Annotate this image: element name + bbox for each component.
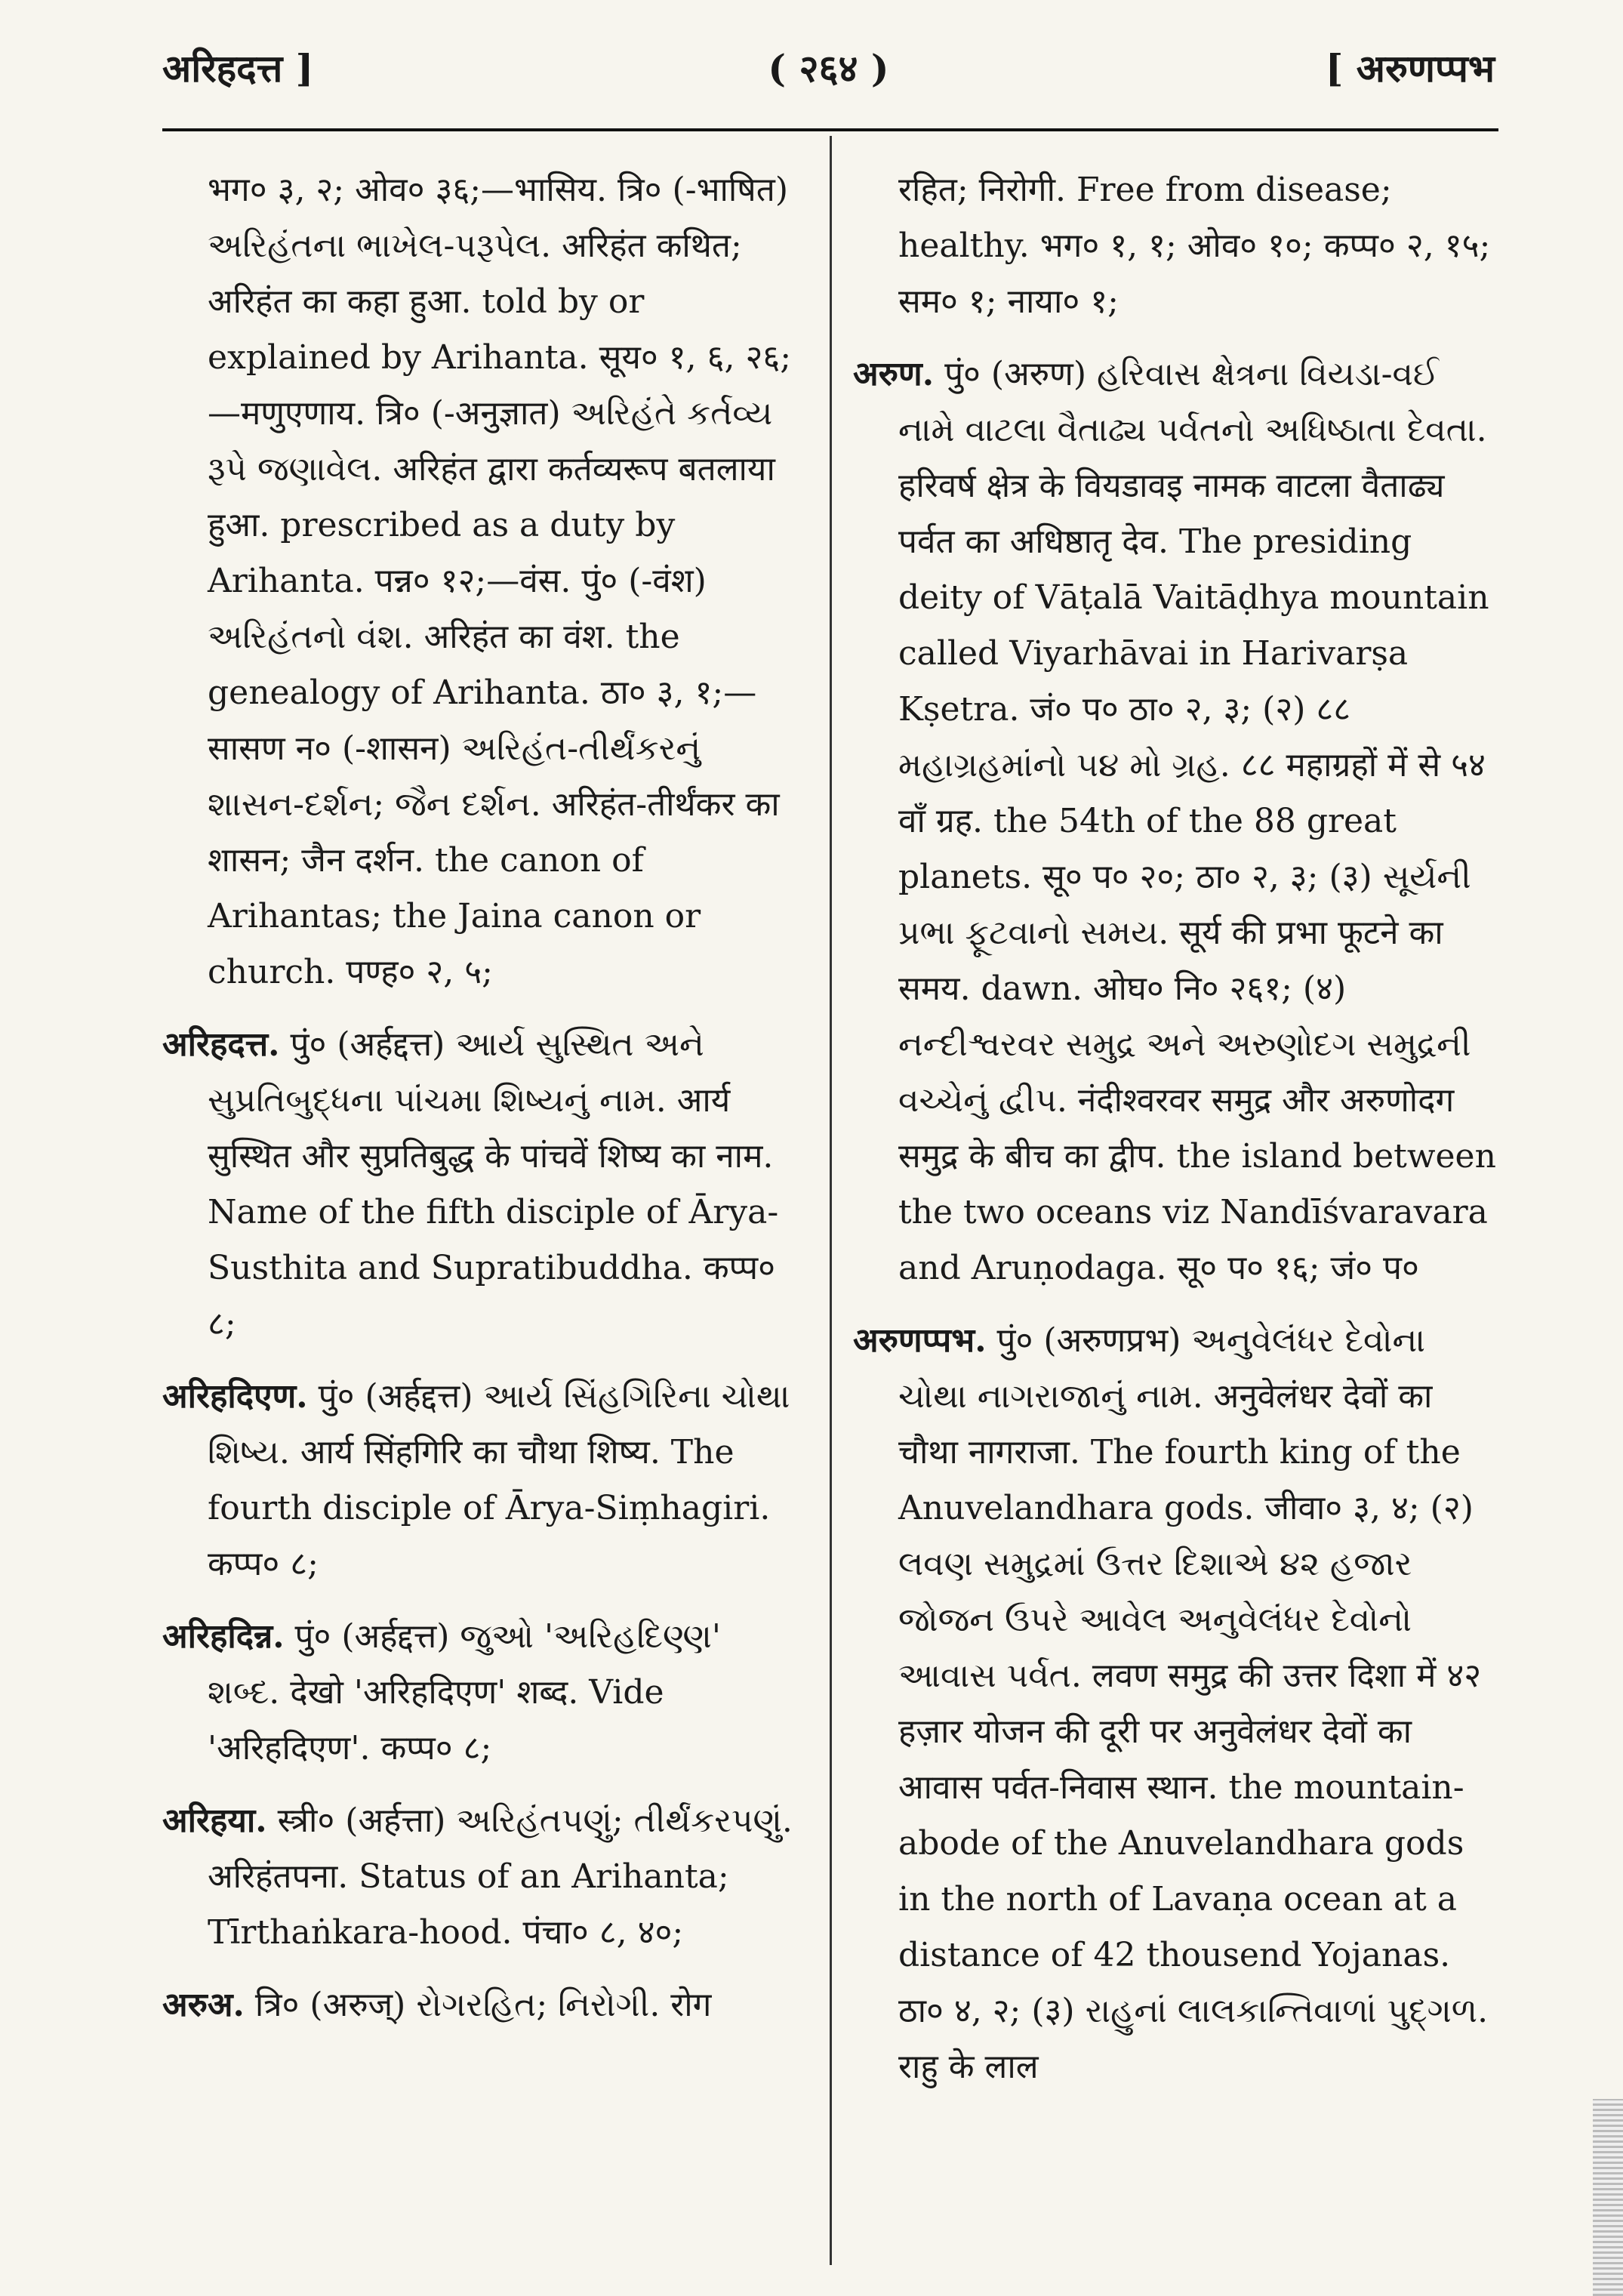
entry-text: पुं० (अरुण) હરિવાસ ક્ષેત્રના વિયડા-વઈ નામે વાટલા વૈતાઢ્ય પર્વતનો અધિષ્ઠાતા દેવતા. हरिवर्ष क्षेत्र के वियडावइ नामक वाटला वैताढ्य पर्वत का अधिष्ठातृ देव. The presiding deity of Vāṭalā Vaitāḍhya mountain called Viyarhāvai in Harivarṣa Kṣetra. जं० प० ठा० २, ३; (२) ८८ મહાગ્રહમાંનો ૫૪ મો ગ્રહ. ८८ महाग्रहों में से ५४ वाँ ग्रह. the 54th of the 88 great planets. सू० प० २०; ठा० २, ३; (३) સૂર્યની પ્રભા ફૂટવાનો સમય. सूर्य की प्रभा फूटने का समय. dawn. ओघ० नि० २६१; (४) નન્દીશ્વરવર સમુદ્ર અને અરુણોદગ સમુદ્રની વચ્ચેનું દ્વીપ. नंदीश्वरवर समुद्र और अरुणोदग समुद्र के बीच का द्वीप. the island between the two oceans viz Nandīśvaravara and Aruṇodaga. सू० प० १६; जं० प०	[898, 355, 1496, 1287]
entry-headword: अरिहया.	[162, 1801, 267, 1840]
header-rule	[162, 128, 1498, 131]
entry-headword: अरिहदत्त.	[162, 1025, 280, 1064]
entry-text: पुं० (अर्हद्दत्त) જુઓ 'અરિહદિણ્ણ' શબ્દ. देखो 'अरिहदिएण' शब्द. Vide 'अरिहदिएण'. कप्प० ८;	[208, 1617, 721, 1767]
dictionary-entry	[162, 162, 800, 1000]
entry-text: पुं० (अर्हद्दत्त) આર્ય સુસ્થિત અને સુપ્રતિબુદ્ધના પાંચમા શિષ્યનું નામ. आर्य सुस्थित और सुप्रतिबुद्ध के पांचवें शिष्य का नाम. Name of the fifth disciple of Ārya-Susthita and Supratibuddha. कप्प० ८;	[208, 1025, 779, 1343]
page-number: ( २६४ )	[768, 46, 889, 91]
entry-headword: अरिहदिएण.	[162, 1377, 308, 1416]
page-edge-binding	[1593, 2099, 1623, 2296]
dictionary-entry	[162, 1793, 800, 1961]
left-column	[162, 162, 800, 2050]
entry-text: रहित; निरोगी. Free from disease; healthy. भग० १, १; ओव० १०; कप्प० २, १५; सम० १; नाया० १;	[898, 171, 1491, 321]
header-left-guideword: अरिहदत्त ]	[162, 46, 314, 91]
entry-headword: अरुअ.	[162, 1986, 245, 2024]
column-divider	[830, 136, 832, 2265]
entry-text: स्त्री० (अर्हत्ता) અરિહંતપણું; તીર્થંકરપણું. अरिहंतपना. Status of an Arihanta; Tīrthaṅkara-hood. पंचा० ८, ४०;	[208, 1801, 793, 1952]
page-header	[162, 42, 1495, 102]
entry-headword: अरुणप्पभ.	[853, 1321, 987, 1360]
entry-text: पुं० (अरुणप्रभ) અનુવેલંધર દેવોના ચોથા નાગરાજાનું નામ. अनुवेलंधर देवों का चौथा नागराजा. The fourth king of the Anuvelandhara gods. जीवा० ३, ४; (२) લવણ સમુદ્રમાં ઉત્તર દિશાએ ૪૨ હજાર જોજન ઉપરે આવેલ અનુવેલંધર દેવોનો આવાસ પર્વત. लवण समुद्र की उत्तर दिशा में ४२ हज़ार योजन की दूरी पर अनुवेलंधर देवों का आवास पर्वत-निवास स्थान. the mountain-abode of the Anuvelandhara gods in the north of Lavaṇa ocean at a distance of 42 thousend Yojanas. ठा० ४, २; (३) રાહુનાં લાલકાન્તિવાળાં પુદ્ગળ. राहु के लाल	[898, 1321, 1489, 2086]
dictionary-entry	[853, 162, 1498, 330]
dictionary-entry	[853, 1313, 1498, 2095]
entry-text: पुं० (अर्हद्दत्त) આર્ય સિંહગિરિના ચોથા શિષ્ય. आर्य सिंहगिरि का चौथा शिष्य. The fourth disciple of Ārya-Siṃhagiri. कप्प० ८;	[208, 1377, 790, 1583]
dictionary-entry	[162, 1369, 800, 1592]
header-right-guideword: [ अरुणप्पभ	[1325, 46, 1495, 91]
dictionary-entry	[162, 1017, 800, 1352]
right-column	[853, 162, 1498, 2112]
dictionary-entry	[162, 1977, 800, 2033]
dictionary-entry	[162, 1609, 800, 1777]
entry-text: त्रि० (अरुज्) રોગરહિત; નિરોગી. रोग	[254, 1986, 712, 2024]
entry-headword: अरिहदिन्न.	[162, 1617, 285, 1656]
dictionary-entry	[853, 347, 1498, 1296]
entry-text: भग० ३, २; ओव० ३६;—भासिय. त्रि० (-भाषित) અરિહંતના ભાખેલ-પરૂપેલ. अरिहंत कथित; अरिहंत का कहा हुआ. told by or explained by Arihanta. सूय० १, ६, २६;—मणुएणाय. त्रि० (-अनुज्ञात) અરિહંતે કર્તવ્ય રૂપે જણાવેલ. अरिहंत द्वारा कर्तव्यरूप बतलाया हुआ. prescribed as a duty by Arihanta. पन्न० १२;—वंस. पुं० (-वंश) અરિહંતનો વંશ. अरिहंत का वंश. the genealogy of Arihanta. ठा० ३, १;—सासण न० (-शासन) અરિહંત-તીર્થંકરનું શાસન-દર્શન; જૈન દર્શન. अरिहंत-तीर्थंकर का शासन; जैन दर्शन. the canon of Arihantas; the Jaina canon or church. पण्ह० २, ५;	[208, 171, 792, 991]
entry-headword: अरुण.	[853, 355, 935, 393]
